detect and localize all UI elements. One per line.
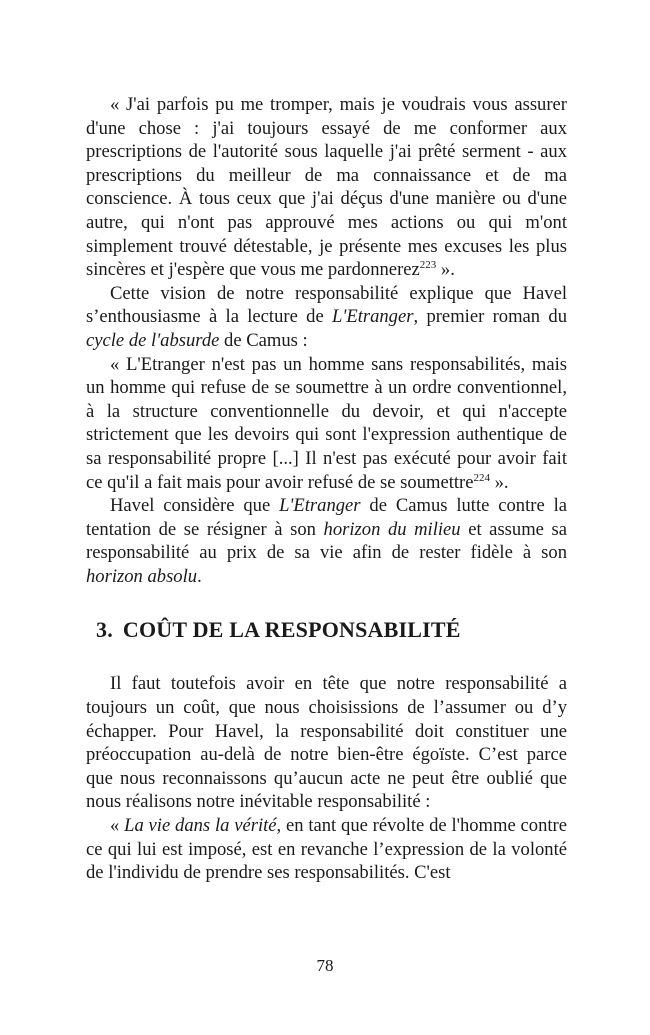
paragraph [86, 672, 567, 814]
text-run: « L'Etranger n'est pas un homme sans responsabilités, mais un homme qui refuse de se soumettre à un ordre conventionnel, à la structure conventionnelle du devoir, et qui n'accepte strictement que les devoirs qui sont l'expression authentique de sa responsabilité propre [...] Il n'est pas exécuté pour avoir fait ce qu'il a fait mais pour avoir refusé de se soumettre [86, 353, 567, 493]
paragraph [86, 494, 567, 588]
section-heading [96, 616, 567, 644]
text-block [86, 93, 567, 885]
text-run: , en tant que révolte de l'homme contre ce qui lui est imposé, est en revanche l’expression de la volonté de l'individu de prendre ses responsabilités. C'est [86, 815, 567, 884]
text-run: Il faut toutefois avoir en tête que notre responsabilité a toujours un coût, que nous choisissions de l’assumer ou d’y échapper. Pour Havel, la responsabilité doit constituer une préoccupation au-delà de notre bien-être égoïste. C’est parce que nous reconnaissons qu’aucun acte ne peut être oublié que nous réalisons notre inévitable responsabilité : [86, 673, 567, 813]
paragraphs-before [86, 93, 567, 588]
italic-text: La vie dans la vérité [124, 815, 277, 837]
text-run: Havel considère que [110, 495, 280, 517]
text-run: . [197, 565, 202, 587]
page-number: 78 [316, 956, 334, 975]
footnote-ref: 223 [419, 259, 437, 272]
italic-text: horizon du milieu [323, 518, 461, 540]
paragraphs-after [86, 672, 567, 884]
section-number: 3. [96, 617, 113, 643]
section-title: COÛT DE LA RESPONSABILITÉ [122, 617, 461, 643]
footnote-ref: 224 [473, 471, 490, 484]
text-run: ». [489, 471, 509, 493]
text-run: « J'ai parfois pu me tromper, mais je voudrais vous assurer d'une chose : j'ai toujours essayé de me conformer aux prescriptions de l'autorité sous laquelle j'ai prêté serment - aux prescriptions du meilleur de ma connaissance et de ma conscience. À tous ceux que j'ai déçus d'une manière ou d'une autre, qui n'ont pas approuvé mes actions ou qui m'ont simplement trouvé détestable, je présente mes excuses les plus sincères et j'espère que vous me pardonnerez [86, 94, 567, 281]
italic-text: horizon absolu [86, 565, 198, 587]
paragraph [86, 814, 567, 885]
italic-text: L'Etranger [332, 306, 414, 328]
paragraph [86, 93, 567, 282]
text-run: et assume sa responsabilité au prix de sa vie afin de rester fidèle à son [86, 518, 567, 564]
text-run: de Camus lutte contre la tentation de se résigner à son [86, 495, 567, 540]
text-run: Cette vision de notre responsabilité explique que Havel s’enthousiasme à la lecture de [86, 282, 567, 328]
text-run: , premier roman du [413, 306, 567, 328]
text-run: « [110, 815, 125, 837]
italic-text: cycle de l'absurde [86, 329, 220, 351]
text-run: de Camus : [219, 329, 308, 351]
paragraph [86, 282, 567, 353]
text-run: ». [436, 259, 455, 281]
paragraph [86, 353, 567, 495]
italic-text: L'Etranger [279, 495, 361, 517]
